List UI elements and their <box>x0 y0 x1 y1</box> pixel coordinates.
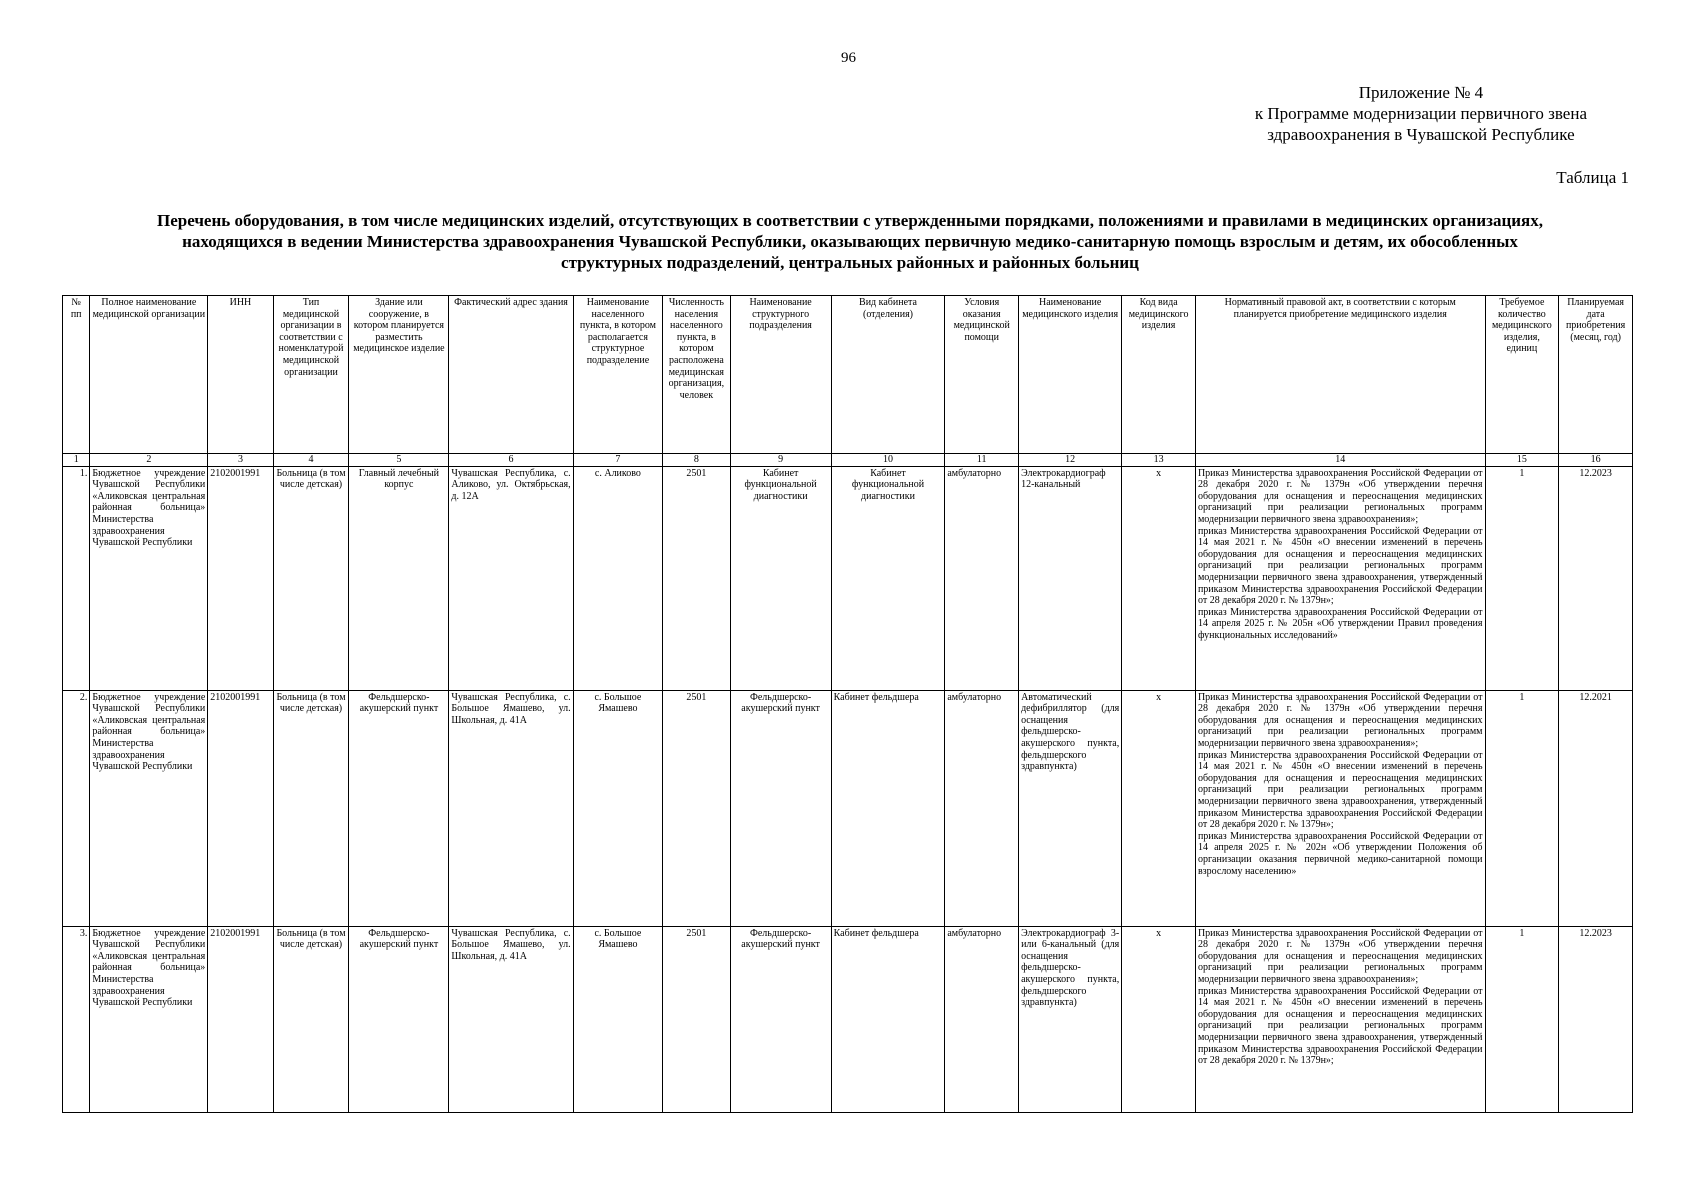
column-header: Планируемая дата приобретения (месяц, год) <box>1559 296 1633 454</box>
cell-building: Фельдшерско-акушерский пункт <box>349 690 449 926</box>
column-header: ИНН <box>208 296 273 454</box>
cell-acts <box>1195 690 1485 926</box>
cell-device: Электрокардиограф 12-канальный <box>1019 466 1122 690</box>
cell-qty: 1 <box>1485 466 1559 690</box>
column-header: Условия оказания медицинской помощи <box>945 296 1019 454</box>
column-number: 8 <box>663 454 730 467</box>
cell-cabinet: Кабинет фельдшера <box>831 926 945 1112</box>
cell-address: Чувашская Республика, с. Большое Ямашево, ул. Школьная, д. 41А <box>449 690 573 926</box>
column-header: № пп <box>63 296 90 454</box>
column-number: 10 <box>831 454 945 467</box>
cell-date: 12.2023 <box>1559 466 1633 690</box>
column-header: Наименование структурного подразделения <box>730 296 831 454</box>
appendix-line-1: Приложение № 4 <box>1358 83 1484 102</box>
column-number: 13 <box>1122 454 1196 467</box>
column-header: Требуемое количество медицинского изделия, единиц <box>1485 296 1559 454</box>
cell-org: Бюджетное учреждение Чувашской Республики «Аликовская центральная районная больница» Министерства здравоохранения Чувашской Республики <box>90 926 208 1112</box>
act-text: приказ Министерства здравоохранения Российской Федерации от 14 апреля 2025 г. № 205н «Об утверждении Правил проведения функциональных исследований» <box>1197 606 1483 641</box>
table-row <box>63 690 1633 926</box>
cell-qty: 1 <box>1485 926 1559 1112</box>
column-header: Код вида медицинского изделия <box>1122 296 1196 454</box>
act-text: приказ Министерства здравоохранения Российской Федерации от 14 мая 2021 г. № 450н «О внесении изменений в перечень оборудования для оснащения и переоснащения медицинских организаций при реализации региональных программ модернизации первичного звена здравоохранения, утвержденный приказом Министерства здравоохранения Российской Федерации от 28 декабря 2020 г. № 1379н»; <box>1197 749 1483 831</box>
column-header: Численность населения населенного пункта, в котором расположена медицинская организация, человек <box>663 296 730 454</box>
table-row <box>63 926 1633 1112</box>
title-line-2: находящихся в ведении Министерства здравоохранения Чувашской Республики, оказывающих первичную медико-санитарную помощь взрослым и детям, их обособленных <box>182 232 1518 251</box>
cell-population: 2501 <box>663 690 730 926</box>
cell-num: 1. <box>63 466 90 690</box>
cell-locality: с. Большое Ямашево <box>573 690 663 926</box>
appendix-note <box>1255 82 1587 145</box>
cell-org: Бюджетное учреждение Чувашской Республики «Аликовская центральная районная больница» Министерства здравоохранения Чувашской Республики <box>90 466 208 690</box>
cell-code: х <box>1122 926 1196 1112</box>
column-header: Здание или сооружение, в котором планируется разместить медицинское изделие <box>349 296 449 454</box>
column-header: Фактический адрес здания <box>449 296 573 454</box>
column-header: Наименование медицинского изделия <box>1019 296 1122 454</box>
cell-num: 3. <box>63 926 90 1112</box>
appendix-line-3: здравоохранения в Чувашской Республике <box>1267 125 1575 144</box>
cell-address: Чувашская Республика, с. Аликово, ул. Октябрьская, д. 12А <box>449 466 573 690</box>
cell-population: 2501 <box>663 926 730 1112</box>
cell-locality: с. Большое Ямашево <box>573 926 663 1112</box>
column-number: 14 <box>1195 454 1485 467</box>
column-number: 11 <box>945 454 1019 467</box>
column-header: Полное наименование медицинской организации <box>90 296 208 454</box>
cell-type: Больница (в том числе детская) <box>273 926 349 1112</box>
column-number: 5 <box>349 454 449 467</box>
cell-cabinet: Кабинет функциональной диагностики <box>831 466 945 690</box>
cell-building: Фельдшерско-акушерский пункт <box>349 926 449 1112</box>
column-number: 6 <box>449 454 573 467</box>
cell-conditions: амбулаторно <box>945 466 1019 690</box>
cell-date: 12.2021 <box>1559 690 1633 926</box>
cell-inn: 2102001991 <box>208 466 273 690</box>
cell-conditions: амбулаторно <box>945 690 1019 926</box>
table-row <box>63 466 1633 690</box>
cell-org: Бюджетное учреждение Чувашской Республики «Аликовская центральная районная больница» Министерства здравоохранения Чувашской Республики <box>90 690 208 926</box>
equipment-table <box>62 295 1633 1113</box>
column-number: 1 <box>63 454 90 467</box>
cell-acts <box>1195 466 1485 690</box>
column-number: 2 <box>90 454 208 467</box>
cell-unit: Фельдшерско-акушерский пункт <box>730 926 831 1112</box>
column-number: 7 <box>573 454 663 467</box>
column-header: Вид кабинета (отделения) <box>831 296 945 454</box>
column-number: 15 <box>1485 454 1559 467</box>
act-text: Приказ Министерства здравоохранения Российской Федерации от 28 декабря 2020 г. № 1379н «Об утверждении перечня оборудования для оснащения и переоснащения медицинских организаций при реализации региональных программ модернизации первичного звена здравоохранения»; <box>1197 691 1483 749</box>
document-title <box>60 210 1640 273</box>
cell-type: Больница (в том числе детская) <box>273 466 349 690</box>
cell-num: 2. <box>63 690 90 926</box>
act-text: приказ Министерства здравоохранения Российской Федерации от 14 мая 2021 г. № 450н «О внесении изменений в перечень оборудования для оснащения и переоснащения медицинских организаций при реализации региональных программ модернизации первичного звена здравоохранения, утвержденный приказом Министерства здравоохранения Российской Федерации от 28 декабря 2020 г. № 1379н»; <box>1197 985 1483 1067</box>
column-number: 9 <box>730 454 831 467</box>
column-number-row <box>63 454 1633 467</box>
cell-address: Чувашская Республика, с. Большое Ямашево, ул. Школьная, д. 41А <box>449 926 573 1112</box>
cell-qty: 1 <box>1485 690 1559 926</box>
cell-unit: Кабинет функциональной диагностики <box>730 466 831 690</box>
column-header: Наименование населенного пункта, в котором располагается структурное подразделение <box>573 296 663 454</box>
table-label: Таблица 1 <box>1556 168 1629 187</box>
cell-device: Электрокардиограф 3- или 6-канальный (для оснащения фельдшерско-акушерского пункта, фельдшерского здравпункта) <box>1019 926 1122 1112</box>
cell-conditions: амбулаторно <box>945 926 1019 1112</box>
cell-inn: 2102001991 <box>208 926 273 1112</box>
column-header: Тип медицинской организации в соответствии с номенклатурой медицинской организации <box>273 296 349 454</box>
column-number: 3 <box>208 454 273 467</box>
cell-population: 2501 <box>663 466 730 690</box>
title-line-3: структурных подразделений, центральных районных и районных больниц <box>561 253 1139 272</box>
cell-acts <box>1195 926 1485 1112</box>
cell-device: Автоматический дефибриллятор (для оснащения фельдшерско-акушерского пункта, фельдшерского здравпункта) <box>1019 690 1122 926</box>
column-number: 12 <box>1019 454 1122 467</box>
act-text: Приказ Министерства здравоохранения Российской Федерации от 28 декабря 2020 г. № 1379н «Об утверждении перечня оборудования для оснащения и переоснащения медицинских организаций при реализации региональных программ модернизации первичного звена здравоохранения»; <box>1197 467 1483 525</box>
cell-inn: 2102001991 <box>208 690 273 926</box>
column-number: 16 <box>1559 454 1633 467</box>
page-number: 96 <box>841 50 856 66</box>
cell-code: х <box>1122 466 1196 690</box>
act-text: приказ Министерства здравоохранения Российской Федерации от 14 мая 2021 г. № 450н «О внесении изменений в перечень оборудования для оснащения и переоснащения медицинских организаций при реализации региональных программ модернизации первичного звена здравоохранения, утвержденный приказом Министерства здравоохранения Российской Федерации от 28 декабря 2020 г. № 1379н»; <box>1197 525 1483 607</box>
cell-type: Больница (в том числе детская) <box>273 690 349 926</box>
act-text: Приказ Министерства здравоохранения Российской Федерации от 28 декабря 2020 г. № 1379н «Об утверждении перечня оборудования для оснащения и переоснащения медицинских организаций при реализации региональных программ модернизации первичного звена здравоохранения»; <box>1197 927 1483 985</box>
title-line-1: Перечень оборудования, в том числе медицинских изделий, отсутствующих в соответствии с утвержденными порядками, положениями и правилами в медицинских организациях, <box>156 211 1544 230</box>
cell-code: х <box>1122 690 1196 926</box>
cell-cabinet: Кабинет фельдшера <box>831 690 945 926</box>
header-row <box>63 296 1633 454</box>
cell-unit: Фельдшерско-акушерский пункт <box>730 690 831 926</box>
cell-locality: с. Аликово <box>573 466 663 690</box>
cell-date: 12.2023 <box>1559 926 1633 1112</box>
cell-building: Главный лечебный корпус <box>349 466 449 690</box>
column-number: 4 <box>273 454 349 467</box>
appendix-line-2: к Программе модернизации первичного звена <box>1254 104 1587 123</box>
act-text: приказ Министерства здравоохранения Российской Федерации от 14 апреля 2025 г. № 202н «Об утверждении Положения об организации оказания первичной медико-санитарной помощи взрослому населению» <box>1197 830 1483 877</box>
column-header: Нормативный правовой акт, в соответствии с которым планируется приобретение медицинского изделия <box>1195 296 1485 454</box>
